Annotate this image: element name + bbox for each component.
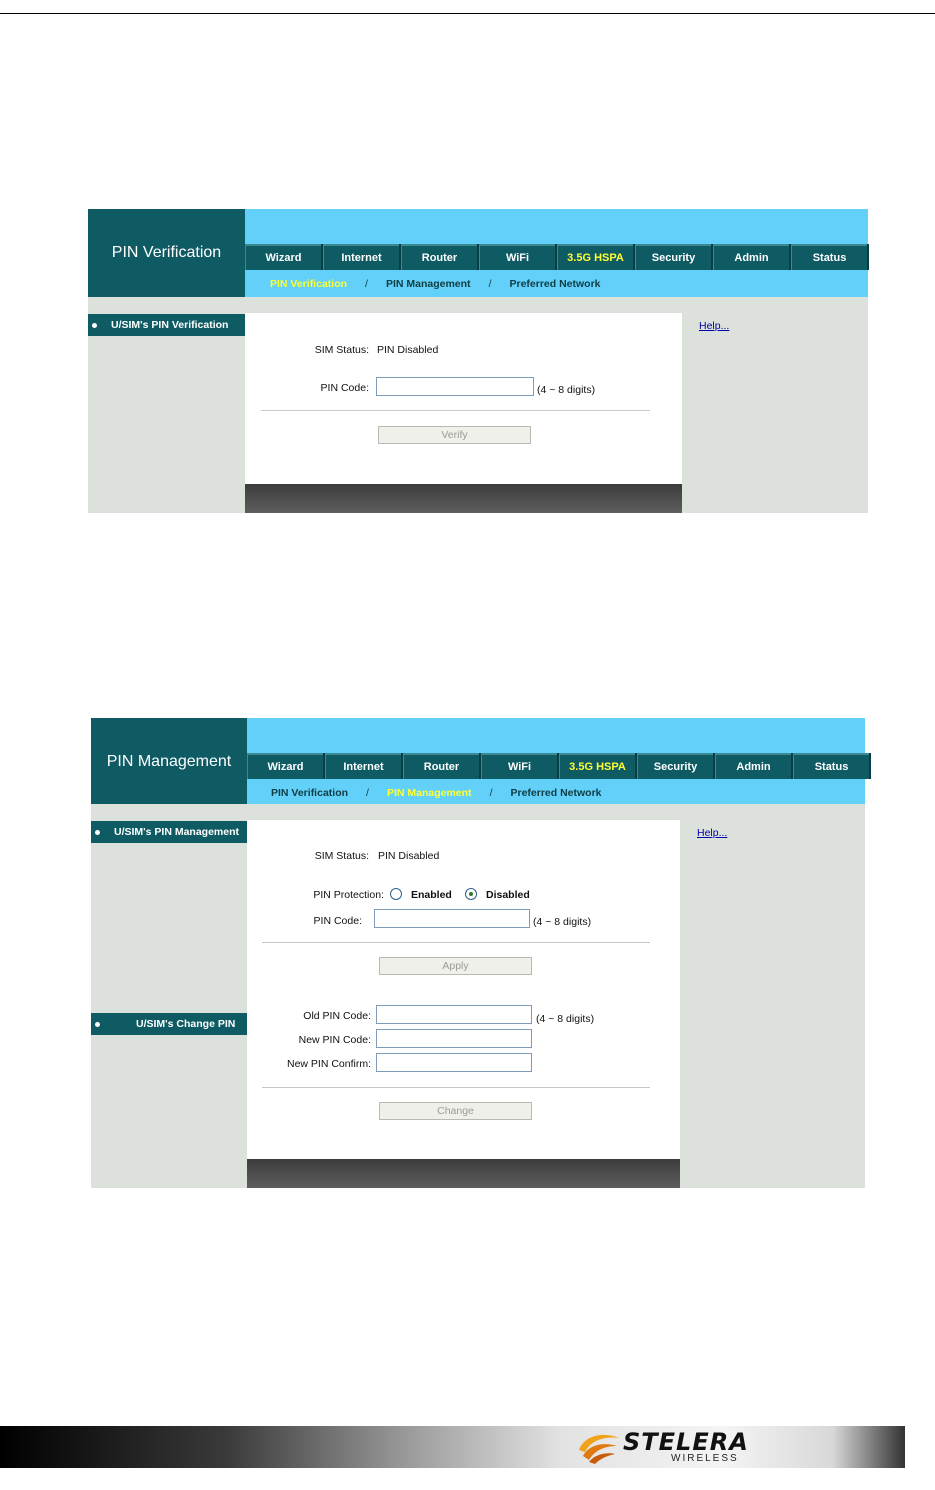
- subnav-preferred-network[interactable]: Preferred Network: [510, 787, 602, 799]
- sim-status-label: SIM Status:: [314, 344, 369, 356]
- main-nav-tabs: [247, 753, 871, 779]
- subnav-pin-verification[interactable]: PIN Verification: [270, 278, 348, 290]
- divider: [261, 410, 650, 411]
- tab-hspa[interactable]: 3.5G HSPA: [557, 244, 633, 270]
- sub-navigation: [270, 278, 601, 290]
- change-button[interactable]: Change: [379, 1102, 532, 1120]
- tab-status[interactable]: Status: [791, 244, 867, 270]
- verify-button[interactable]: Verify: [378, 426, 531, 444]
- section-label-pin-management: [91, 821, 247, 843]
- section-label-change-pin: [91, 1013, 247, 1035]
- section-label-text: U/SIM's Change PIN: [136, 1018, 236, 1030]
- left-sidebar: [88, 313, 245, 513]
- tab-wizard[interactable]: Wizard: [245, 244, 321, 270]
- subnav-pin-verification[interactable]: PIN Verification: [271, 787, 349, 799]
- header-gap: [91, 804, 865, 820]
- divider: [262, 1087, 650, 1088]
- content-footer-bar: [245, 484, 682, 513]
- sim-status-value: PIN Disabled: [378, 850, 440, 862]
- tab-internet[interactable]: Internet: [325, 753, 401, 779]
- old-pin-label: Old PIN Code:: [303, 1010, 371, 1022]
- stelera-logo: [575, 1428, 795, 1468]
- pin-protection-disabled-label[interactable]: Disabled: [486, 889, 530, 901]
- subnav-separator: /: [489, 787, 493, 799]
- new-pin-input[interactable]: [376, 1029, 532, 1048]
- pin-protection-disabled-radio[interactable]: [465, 888, 477, 900]
- subnav-preferred-network[interactable]: Preferred Network: [509, 278, 601, 290]
- old-pin-hint: (4 ~ 8 digits): [536, 1013, 595, 1025]
- bullet-icon: [95, 830, 100, 835]
- top-navigation-bar: [247, 718, 865, 806]
- pin-protection-enabled-radio[interactable]: [390, 888, 402, 900]
- pin-code-hint: (4 ~ 8 digits): [533, 916, 592, 928]
- sim-status-value: PIN Disabled: [377, 344, 439, 356]
- tab-wizard[interactable]: Wizard: [247, 753, 323, 779]
- logo-brand-text: STELERA: [623, 1428, 749, 1456]
- subnav-pin-management[interactable]: PIN Management: [385, 278, 471, 290]
- new-pin-label: New PIN Code:: [298, 1034, 371, 1046]
- bullet-icon: [92, 323, 97, 328]
- tab-wifi[interactable]: WiFi: [481, 753, 557, 779]
- content-area: [245, 313, 682, 484]
- page-title: PIN Management: [91, 718, 247, 806]
- main-nav-tabs: [245, 244, 869, 270]
- subnav-separator: /: [366, 787, 369, 799]
- pin-protection-label: PIN Protection:: [313, 889, 384, 901]
- subnav-separator: /: [365, 278, 368, 290]
- pin-code-input[interactable]: [374, 909, 530, 928]
- sub-navigation: [271, 787, 602, 799]
- pin-verification-screen: [88, 209, 868, 513]
- tab-router[interactable]: Router: [403, 753, 479, 779]
- bullet-icon: [95, 1022, 100, 1027]
- apply-button[interactable]: Apply: [379, 957, 532, 975]
- content-area: [247, 820, 680, 1159]
- tab-security[interactable]: Security: [635, 244, 711, 270]
- header-gap: [88, 297, 868, 313]
- sim-status-label: SIM Status:: [314, 850, 369, 862]
- new-pin-confirm-input[interactable]: [376, 1053, 532, 1072]
- page-top-rule: [0, 13, 935, 14]
- old-pin-input[interactable]: [376, 1005, 532, 1024]
- help-sidebar: [682, 313, 868, 513]
- tab-admin[interactable]: Admin: [715, 753, 791, 779]
- logo-sub-text: WIRELESS: [671, 1453, 739, 1464]
- section-label-text: U/SIM's PIN Management: [114, 826, 240, 838]
- pin-code-label: PIN Code:: [320, 382, 369, 394]
- pin-code-hint: (4 ~ 8 digits): [537, 384, 596, 396]
- page-title: PIN Verification: [88, 209, 245, 297]
- pin-protection-enabled-label[interactable]: Enabled: [411, 889, 452, 901]
- tab-internet[interactable]: Internet: [323, 244, 399, 270]
- tab-admin[interactable]: Admin: [713, 244, 789, 270]
- pin-management-screen: [91, 718, 865, 1188]
- new-pin-confirm-label: New PIN Confirm:: [286, 1058, 371, 1070]
- pin-code-input[interactable]: [376, 377, 534, 396]
- tab-security[interactable]: Security: [637, 753, 713, 779]
- section-label-text: U/SIM's PIN Verification: [111, 319, 229, 331]
- top-navigation-bar: [245, 209, 868, 297]
- tab-status[interactable]: Status: [793, 753, 869, 779]
- help-sidebar: [680, 820, 865, 1188]
- help-link[interactable]: Help...: [699, 320, 730, 332]
- divider: [262, 942, 650, 943]
- section-label-pin-verification: [88, 314, 245, 336]
- content-footer-bar: [247, 1159, 680, 1188]
- subnav-pin-management[interactable]: PIN Management: [386, 787, 472, 799]
- swoosh-icon: [575, 1430, 623, 1466]
- subnav-separator: /: [488, 278, 492, 290]
- help-link[interactable]: Help...: [697, 827, 728, 839]
- left-sidebar: [91, 820, 247, 1188]
- tab-wifi[interactable]: WiFi: [479, 244, 555, 270]
- pin-code-label: PIN Code:: [313, 915, 362, 927]
- tab-router[interactable]: Router: [401, 244, 477, 270]
- tab-hspa[interactable]: 3.5G HSPA: [559, 753, 635, 779]
